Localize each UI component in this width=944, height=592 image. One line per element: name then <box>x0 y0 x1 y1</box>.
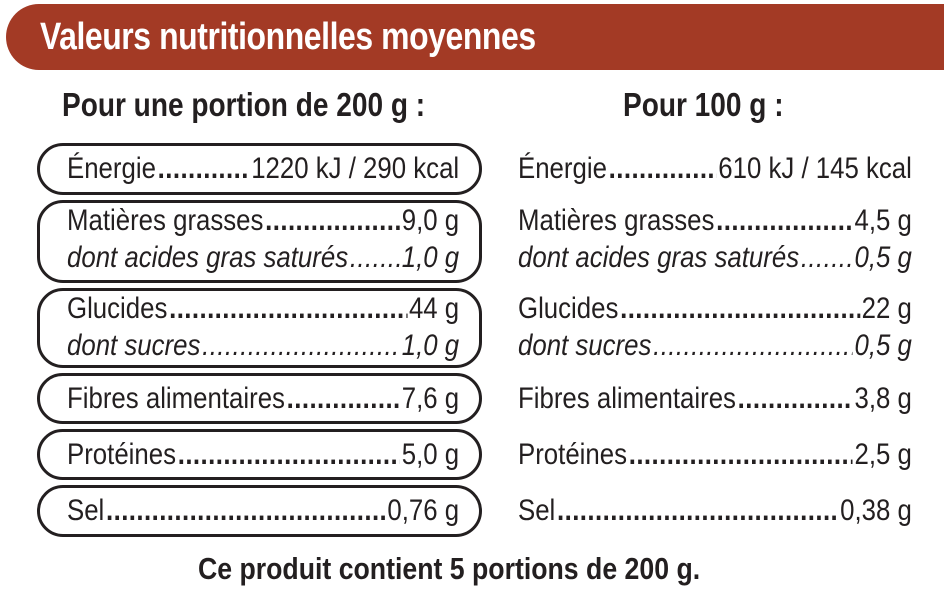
per100-row-fibre <box>518 381 912 417</box>
row-value: 0,76 g <box>387 494 460 527</box>
per100-row-energy <box>518 151 912 187</box>
per100-row-carbs <box>518 291 912 327</box>
footer-note: Ce produit contient 5 portions de 200 g. <box>198 551 701 586</box>
per100-row-saturated <box>518 240 912 276</box>
row-label: Fibres alimentaires <box>67 382 285 415</box>
row-value: 9,0 g <box>401 204 460 237</box>
row-label: dont sucres <box>67 329 201 362</box>
portion-row-saturated <box>67 240 459 276</box>
per100-column-header: Pour 100 g : <box>623 86 784 123</box>
row-value: 1,0 g <box>401 329 460 362</box>
title-banner <box>6 4 944 70</box>
row-value: 2,5 g <box>854 438 912 471</box>
row-label: dont sucres <box>518 329 652 362</box>
row-value: 7,6 g <box>401 382 460 415</box>
per100-row-sugars <box>518 328 912 364</box>
row-value: 22 g <box>861 292 912 325</box>
row-label: dont acides gras saturés <box>67 241 349 274</box>
row-value: 1,0 g <box>401 241 460 274</box>
per100-row-salt <box>518 493 912 529</box>
row-value: 0,38 g <box>840 494 912 527</box>
portion-row-carbs <box>67 291 459 327</box>
row-label: Glucides <box>67 292 168 325</box>
row-label: Protéines <box>518 438 628 471</box>
portion-row-fat <box>67 203 459 239</box>
row-value: 4,5 g <box>854 204 912 237</box>
row-value: 610 kJ / 145 kcal <box>718 152 912 185</box>
row-label: Énergie <box>518 152 607 185</box>
row-label: dont acides gras saturés <box>518 241 800 274</box>
portion-column-header: Pour une portion de 200 g : <box>62 86 426 123</box>
portion-row-salt <box>67 493 459 529</box>
per100-row-fat <box>518 203 912 239</box>
row-label: Sel <box>518 494 556 527</box>
portion-row-protein <box>67 437 459 473</box>
page-title: Valeurs nutritionnelles moyennes <box>40 16 536 58</box>
row-value: 0,5 g <box>854 241 912 274</box>
portion-row-sugars <box>67 328 459 364</box>
row-value: 44 g <box>408 292 460 325</box>
row-value: 1220 kJ / 290 kcal <box>251 152 460 185</box>
row-value: 3,8 g <box>854 382 912 415</box>
row-label: Énergie <box>67 152 156 185</box>
row-value: 0,5 g <box>854 329 912 362</box>
per100-row-protein <box>518 437 912 473</box>
portion-row-fibre <box>67 381 459 417</box>
row-label: Glucides <box>518 292 619 325</box>
row-label: Matières grasses <box>518 204 715 237</box>
row-label: Fibres alimentaires <box>518 382 736 415</box>
row-label: Sel <box>67 494 105 527</box>
row-value: 5,0 g <box>401 438 460 471</box>
portion-row-energy <box>67 151 459 187</box>
row-label: Matières grasses <box>67 204 264 237</box>
row-label: Protéines <box>67 438 177 471</box>
